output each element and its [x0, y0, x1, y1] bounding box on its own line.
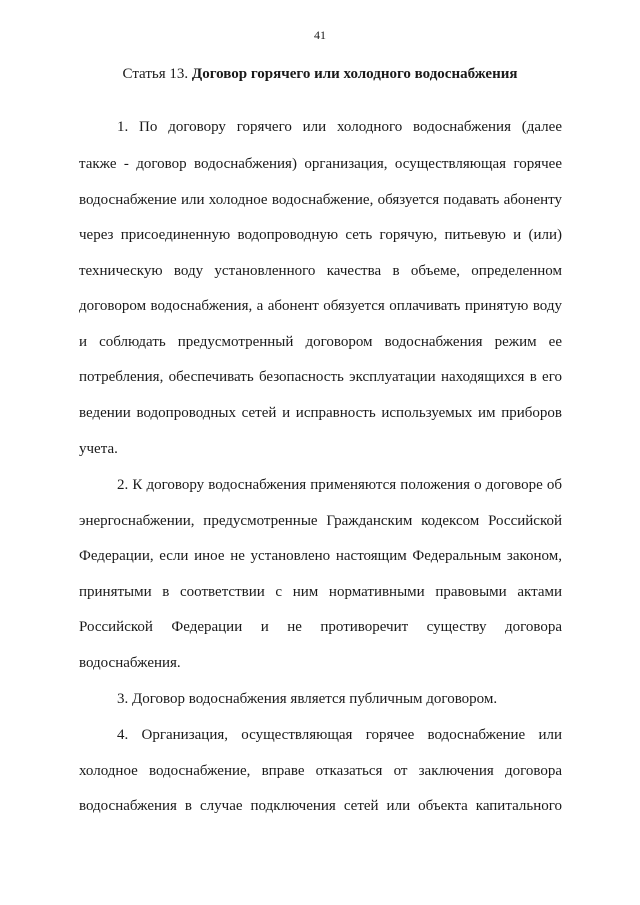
text-line: и соблюдать предусмотренный договором водоснабжения режим ее — [79, 334, 562, 350]
article-heading — [0, 66, 640, 83]
text-line: энергоснабжении, предусмотренные Гражданским кодексом Российской — [79, 513, 562, 529]
text-line: 2. К договору водоснабжения применяются положения о договоре об — [117, 477, 562, 493]
article-number: Статья 13. — [122, 66, 192, 82]
text-line: ведении водопроводных сетей и исправность используемых им приборов — [79, 405, 562, 421]
text-line: водоснабжение или холодное водоснабжение, обязуется подавать абоненту — [79, 192, 562, 208]
text-line: 4. Организация, осуществляющая горячее водоснабжение или — [117, 727, 562, 743]
text-line: Российской Федерации и не противоречит существу договора — [79, 619, 562, 635]
text-line: 3. Договор водоснабжения является публичным договором. — [117, 691, 498, 707]
text-line: потребления, обеспечивать безопасность эксплуатации находящихся в его — [79, 369, 562, 385]
text-line: Федерации, если иное не установлено настоящим Федеральным законом, — [79, 548, 562, 564]
text-line: холодное водоснабжение, вправе отказаться от заключения договора — [79, 763, 562, 779]
text-line: учета. — [79, 441, 118, 457]
text-line: принятыми в соответствии с ним нормативными правовыми актами — [79, 584, 562, 600]
page-number: 41 — [314, 28, 326, 42]
text-line: водоснабжения в случае подключения сетей или объекта капитального — [79, 798, 562, 814]
text-line: также - договор водоснабжения) организация, осуществляющая горячее — [79, 156, 562, 172]
article-title: Договор горячего или холодного водоснабжения — [191, 66, 518, 82]
text-line: техническую воду установленного качества в объеме, определенном — [79, 263, 562, 279]
text-line: через присоединенную водопроводную сеть горячую, питьевую и (или) — [79, 227, 562, 243]
text-line: 1. По договору горячего или холодного водоснабжения (далее — [117, 119, 562, 135]
text-line: договором водоснабжения, а абонент обязуется оплачивать принятую воду — [79, 298, 562, 314]
text-line: водоснабжения. — [79, 655, 181, 671]
